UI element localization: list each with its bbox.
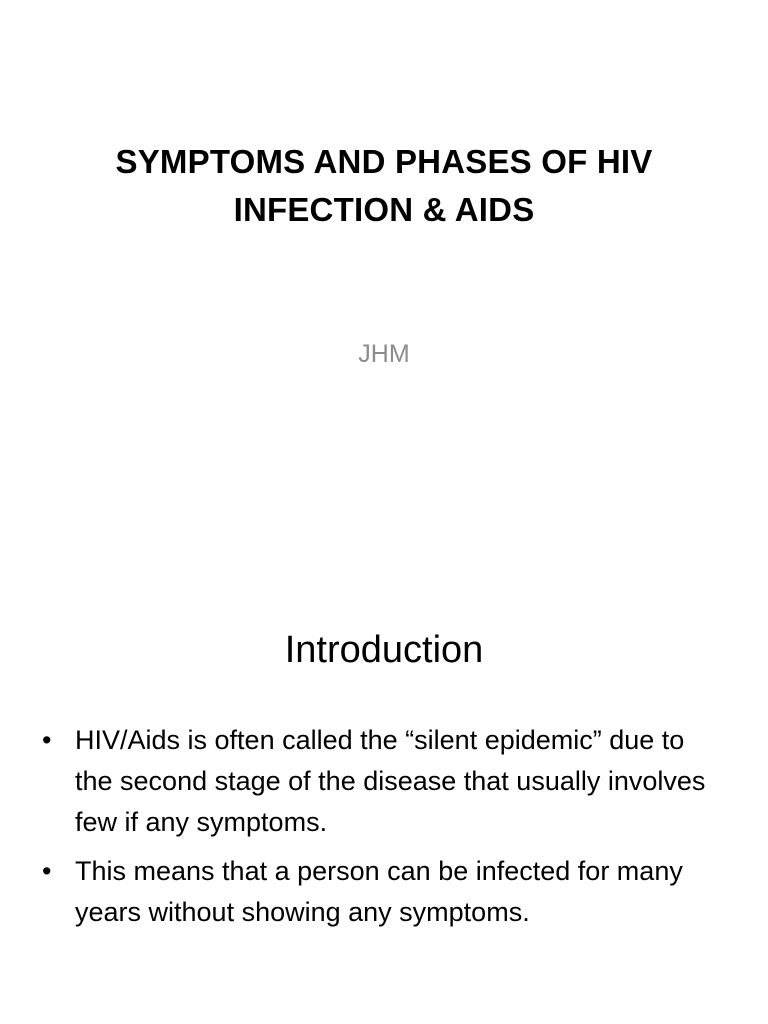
introduction-slide	[0, 512, 768, 1024]
introduction-heading: Introduction	[284, 629, 484, 671]
slide-title-line-2: INFECTION & AIDS	[233, 191, 535, 228]
slide-title	[0, 138, 768, 234]
slide-subtitle: JHM	[358, 340, 410, 368]
bullet-item	[42, 851, 722, 933]
slide-title-line-1: SYMPTOMS AND PHASES OF HIV	[115, 143, 653, 180]
bullet-text: This means that a person can be infected for many years without showing any symptoms.	[75, 856, 683, 927]
bullet-icon: •	[42, 725, 52, 755]
bullet-text: HIV/Aids is often called the “silent epidemic” due to the second stage of the disease that usually involves few if any symptoms.	[75, 725, 706, 837]
bullet-list	[42, 720, 722, 941]
bullet-item	[42, 720, 722, 843]
bullet-icon: •	[42, 856, 52, 886]
